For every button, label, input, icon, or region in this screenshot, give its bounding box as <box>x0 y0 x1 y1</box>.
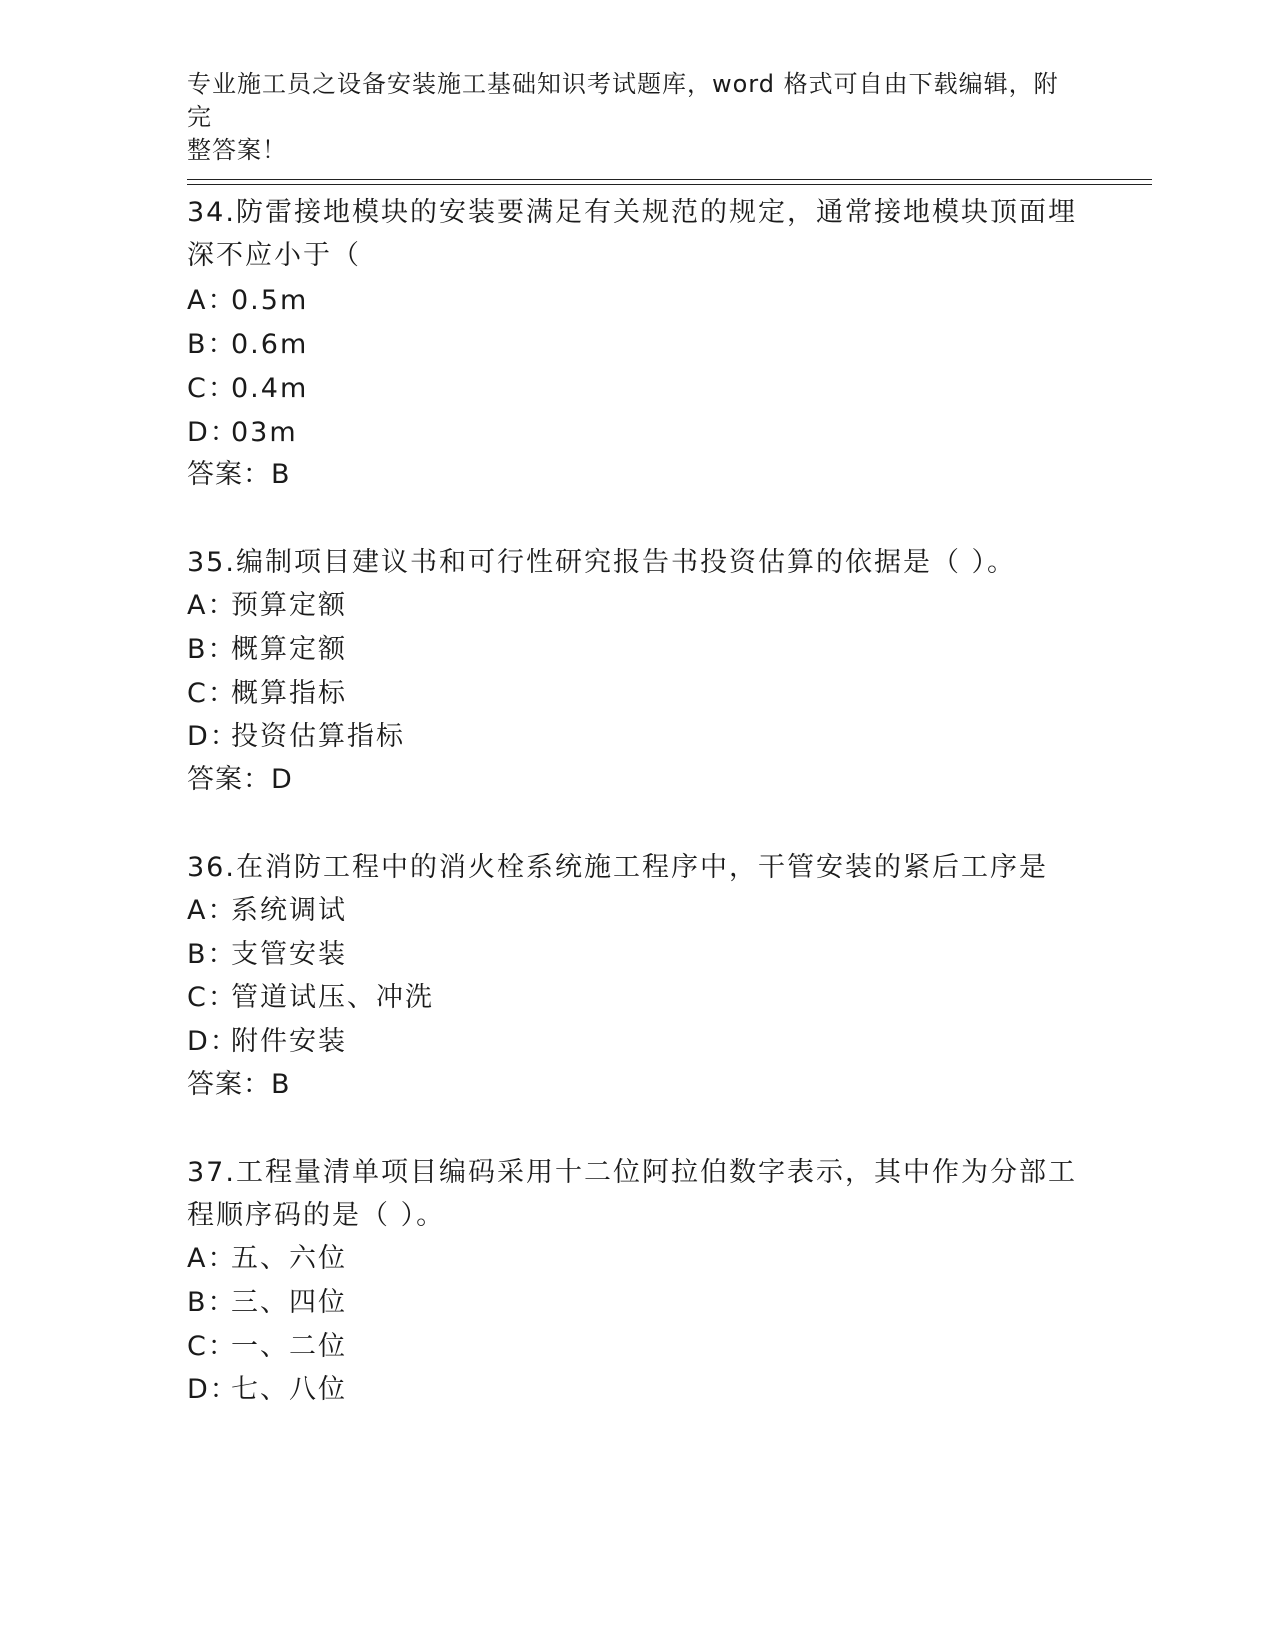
header-divider-top <box>187 179 1152 180</box>
question-35-answer: 答案：D <box>187 764 293 795</box>
option-text: 系统调试 <box>231 895 347 926</box>
question-37-option-b <box>187 1280 347 1319</box>
option-text: 一、二位 <box>231 1331 347 1362</box>
option-letter: C： <box>187 1331 237 1362</box>
question-34-text-line-2: 深不应小于（ <box>187 240 361 271</box>
question-36-text-line-1: 36.在消防工程中的消火栓系统施工程序中，干管安装的紧后工序是 <box>187 852 1048 883</box>
question-36-option-c <box>187 975 434 1014</box>
option-letter: C： <box>187 373 237 404</box>
option-letter: C： <box>187 982 237 1013</box>
question-35-option-d <box>187 714 405 753</box>
question-34-option-d <box>187 410 298 449</box>
option-letter: B： <box>187 329 237 360</box>
question-37-text-line-1: 37.工程量清单项目编码采用十二位阿拉伯数字表示，其中作为分部工 <box>187 1157 1077 1188</box>
option-letter: D： <box>187 1374 239 1405</box>
option-text: 管道试压、冲洗 <box>231 982 434 1013</box>
option-letter: B： <box>187 634 237 665</box>
option-text: 0.6m <box>231 329 309 360</box>
option-letter: D： <box>187 721 239 752</box>
question-37-text-line-2: 程顺序码的是（ ）。 <box>187 1200 446 1231</box>
option-text: 五、六位 <box>231 1243 347 1274</box>
option-letter: C： <box>187 678 237 709</box>
option-letter: A： <box>187 285 237 316</box>
option-letter: B： <box>187 1287 237 1318</box>
question-37-option-c <box>187 1324 347 1363</box>
question-34-text-line-1: 34.防雷接地模块的安装要满足有关规范的规定，通常接地模块顶面埋 <box>187 197 1077 228</box>
question-34-option-c <box>187 366 308 405</box>
option-text: 概算定额 <box>231 634 347 665</box>
option-letter: A： <box>187 590 237 621</box>
question-34-option-a <box>187 278 308 317</box>
question-35-option-c <box>187 671 347 710</box>
option-text: 0.5m <box>231 285 309 316</box>
option-letter: D： <box>187 1026 239 1057</box>
question-35-option-b <box>187 627 347 666</box>
question-36-answer: 答案：B <box>187 1069 291 1100</box>
question-34-option-b <box>187 322 308 361</box>
question-34-answer: 答案：B <box>187 459 291 490</box>
option-text: 预算定额 <box>231 590 347 621</box>
question-36-option-d <box>187 1019 347 1058</box>
option-text: 附件安装 <box>231 1026 347 1057</box>
header-line-2: 整答案！ <box>187 136 287 164</box>
option-letter: D： <box>187 417 239 448</box>
question-37-option-a <box>187 1236 347 1275</box>
option-letter: A： <box>187 895 237 926</box>
option-text: 概算指标 <box>231 678 347 709</box>
question-36-option-b <box>187 932 347 971</box>
option-text: 0.4m <box>231 373 309 404</box>
option-text: 投资估算指标 <box>231 721 405 752</box>
question-36-option-a <box>187 888 347 927</box>
question-37-option-d <box>187 1367 347 1406</box>
option-letter: B： <box>187 939 237 970</box>
option-text: 支管安装 <box>231 939 347 970</box>
question-35-text-line-1: 35.编制项目建议书和可行性研究报告书投资估算的依据是（ ）。 <box>187 547 1017 578</box>
option-text: 七、八位 <box>231 1374 347 1405</box>
header-line-1: 专业施工员之设备安装施工基础知识考试题库，word 格式可自由下载编辑，附完 <box>187 70 1059 131</box>
option-letter: A： <box>187 1243 237 1274</box>
document-header <box>187 68 1067 167</box>
question-35-option-a <box>187 583 347 622</box>
option-text: 三、四位 <box>231 1287 347 1318</box>
header-divider-bottom <box>187 184 1152 185</box>
option-text: 03m <box>231 417 298 448</box>
